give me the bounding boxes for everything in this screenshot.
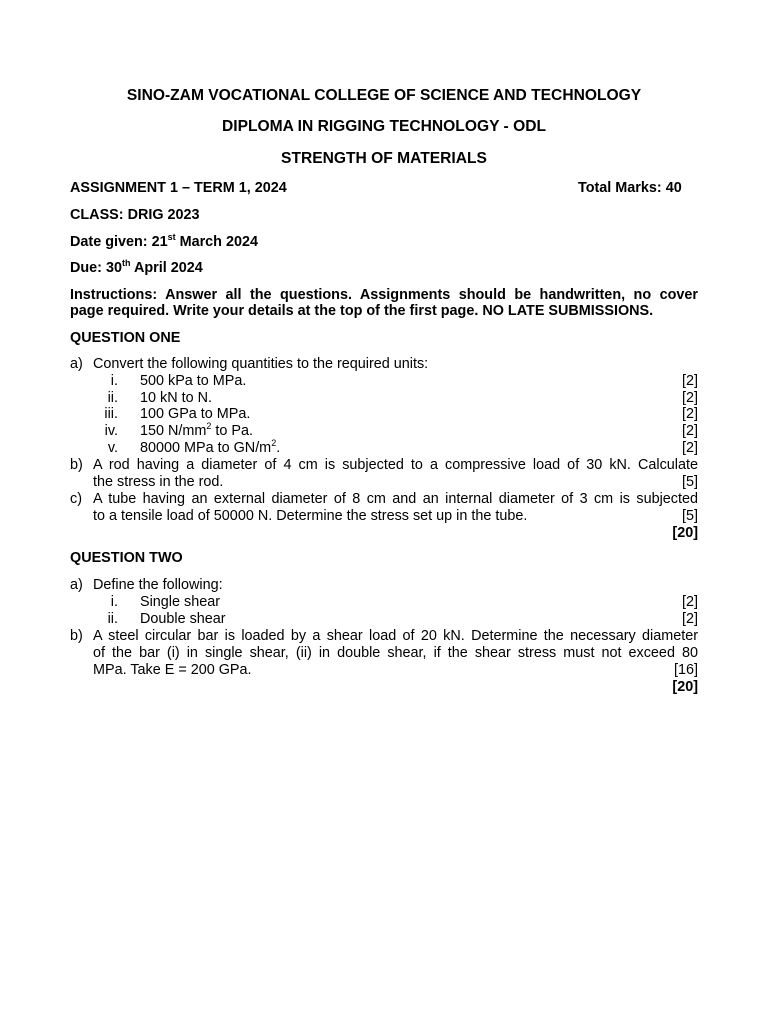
- q1-item-mark: [2]: [682, 406, 698, 422]
- q2-item-num: ii.: [107, 611, 118, 627]
- course-title: STRENGTH OF MATERIALS: [281, 150, 487, 167]
- total-marks: Total Marks: 40: [578, 180, 682, 196]
- q1-item-num: iv.: [104, 423, 118, 439]
- class-label: CLASS: DRIG 2023: [70, 207, 200, 223]
- q2-b-label: b): [70, 628, 83, 644]
- program-title: DIPLOMA IN RIGGING TECHNOLOGY - ODL: [221, 118, 546, 135]
- college-name: SINO-ZAM VOCATIONAL COLLEGE OF SCIENCE AND TECHNOLOGY: [126, 87, 642, 104]
- q2-a-text: Define the following:: [93, 577, 223, 593]
- q2-item-num: i.: [110, 594, 118, 610]
- q1-a-label: a): [70, 356, 83, 372]
- q1-item-text: 100 GPa to MPa.: [140, 406, 251, 422]
- instructions-line-1: Instructions: Answer all the questions. Assignments should be handwritten, no cover: [70, 287, 698, 303]
- q1-item-text: 500 kPa to MPa.: [140, 373, 247, 389]
- question-two-title: QUESTION TWO: [70, 550, 183, 566]
- q1-item-mark: [2]: [682, 390, 698, 406]
- q1-item-mark: [2]: [682, 440, 698, 456]
- q1-item-text: 150 $N/mm^2$ to Pa.: [140, 421, 253, 439]
- q1-b-line-2: the stress in the rod.: [93, 474, 224, 490]
- q2-a-label: a): [70, 577, 83, 593]
- q1-c-label: c): [70, 491, 82, 507]
- q1-item-num: ii.: [107, 390, 118, 406]
- q2-b-line-1: A steel circular bar is loaded by a shear load of 20 kN. Determine the necessary diameter: [93, 628, 698, 644]
- q2-total-marks: [20]: [672, 679, 698, 695]
- q2-b-line-3: MPa. Take E = 200 GPa.: [93, 662, 252, 678]
- q1-c-line-2: to a tensile load of 50000 N. Determine the stress set up in the tube.: [93, 508, 528, 524]
- question-one-title: QUESTION ONE: [70, 330, 181, 346]
- q2-b-line-2: of the bar (i) in single shear, (ii) in double shear, if the shear stress must not exceed 80: [93, 645, 698, 661]
- date-given: Date given: 21st March 2024: [70, 232, 258, 250]
- q1-item-mark: [2]: [682, 423, 698, 439]
- instructions-line-2: page required. Write your details at the top of the first page. NO LATE SUBMISSIONS.: [70, 303, 654, 319]
- q1-item-num: i.: [110, 373, 118, 389]
- q1-item-mark: [2]: [682, 373, 698, 389]
- due-date: Due: 30th April 2024: [70, 258, 203, 276]
- q1-a-text: Convert the following quantities to the required units:: [93, 356, 429, 372]
- q1-item-num: v.: [107, 440, 118, 456]
- q1-total-marks: [20]: [672, 525, 698, 541]
- q2-item-text: Double shear: [140, 611, 226, 627]
- q1-item-text: 80000 MPa to $GN/m^2$.: [140, 438, 281, 456]
- q1-item-num: iii.: [104, 406, 118, 422]
- q1-b-label: b): [70, 457, 83, 473]
- q1-item-text: 10 kN to N.: [140, 390, 212, 406]
- q1-b-mark: [5]: [682, 474, 698, 490]
- q1-c-line-1: A tube having an external diameter of 8 cm and an internal diameter of 3 cm is subjected: [93, 491, 698, 507]
- q2-item-text: Single shear: [140, 594, 220, 610]
- q1-b-line-1: A rod having a diameter of 4 cm is subjected to a compressive load of 30 kN. Calculate: [93, 457, 698, 473]
- q2-item-mark: [2]: [682, 611, 698, 627]
- q2-b-mark: [16]: [673, 662, 698, 678]
- q1-c-mark: [5]: [682, 508, 698, 524]
- q2-item-mark: [2]: [682, 594, 698, 610]
- assignment-title: ASSIGNMENT 1 – TERM 1, 2024: [70, 180, 287, 196]
